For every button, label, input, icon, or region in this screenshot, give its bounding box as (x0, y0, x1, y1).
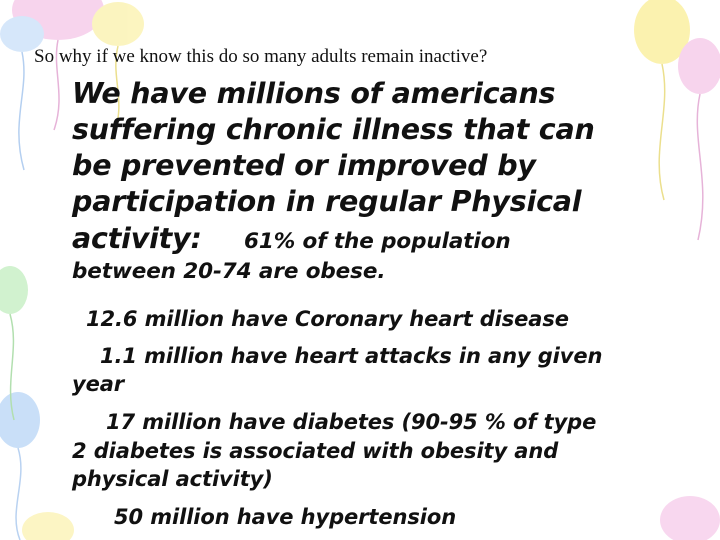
hypertension-stat: 50 million have hypertension (114, 505, 457, 529)
diabetes-stat-line-2: 2 diabetes is associated with obesity and (72, 439, 559, 463)
balloon-string-icon (16, 448, 21, 540)
balloon-yellow-icon (92, 2, 144, 46)
lead-line-4: participation in regular Physical (72, 185, 582, 218)
lead-line-1: We have millions of americans (72, 77, 556, 110)
diabetes-stat-line-1: 17 million have diabetes (90-95 % of type (106, 410, 597, 434)
lead-line-2: suffering chronic illness that can (72, 113, 595, 146)
diabetes-stat-line-3: physical activity) (72, 467, 273, 491)
balloon-pink-icon (660, 496, 720, 540)
left-edge-balloons (0, 266, 40, 540)
lead-line-3: be prevented or improved by (72, 149, 536, 182)
right-balloons (634, 0, 720, 240)
heart-attacks-stat-line-2: year (72, 372, 125, 396)
balloon-string-icon (697, 94, 703, 240)
heart-attacks-stat-line-1: 1.1 million have heart attacks in any given (100, 344, 603, 368)
balloon-green-icon (0, 266, 28, 314)
balloon-string-icon (659, 64, 665, 200)
coronary-stat: 12.6 million have Coronary heart disease (86, 307, 569, 331)
balloon-blue-icon (0, 392, 40, 448)
population-stat-line-1: 61% of the population (244, 229, 511, 254)
balloon-string-icon (19, 52, 24, 170)
slide-subtitle: So why if we know this do so many adults remain inactive? (34, 46, 488, 67)
population-stat-line-2: between 20-74 are obese. (72, 259, 386, 284)
balloon-yellow-icon (22, 512, 74, 540)
lead-line-5: activity: (72, 222, 202, 255)
